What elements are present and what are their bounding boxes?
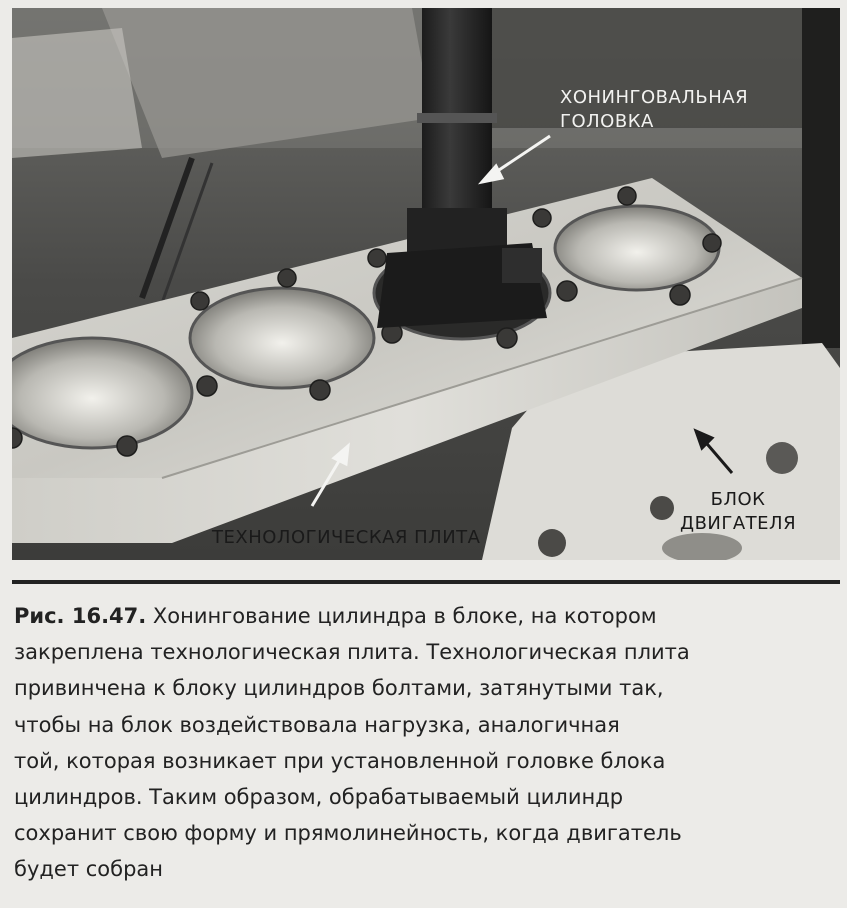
caption-line: цилиндров. Таким образом, обрабатываемый цилиндр <box>14 785 624 810</box>
honing-head-label <box>560 86 748 134</box>
caption-line: чтобы на блок воздействовала нагрузка, аналогичная <box>14 712 620 737</box>
torque-plate-label: ТЕХНОЛОГИЧЕСКАЯ ПЛИТА <box>212 527 481 548</box>
honing-photo <box>12 8 840 560</box>
engine-block-label-line1: БЛОК <box>710 489 766 510</box>
figure-number: Рис. 16.47. <box>14 604 147 628</box>
caption-line: привинчена к блоку цилиндров болтами, затянутыми так, <box>14 676 664 701</box>
caption-line: той, которая возникает при установленной головке блока <box>14 748 666 773</box>
caption-line <box>14 598 834 634</box>
caption-divider <box>12 580 840 584</box>
caption-text: Хонингование цилиндра в блоке, на котором <box>146 604 657 628</box>
caption-line: будет собран <box>14 857 163 882</box>
honing-head-label-line1: ХОНИНГОВАЛЬНАЯ <box>560 87 749 108</box>
honing-head-label-line2: ГОЛОВКА <box>560 111 654 132</box>
engine-block-label-line2: ДВИГАТЕЛЯ <box>680 513 797 534</box>
engine-block-label <box>680 488 796 536</box>
caption-line: закреплена технологическая плита. Технологическая плита <box>14 640 690 665</box>
caption-line: сохранит свою форму и прямолинейность, когда двигатель <box>14 821 682 846</box>
figure-caption <box>14 598 834 888</box>
